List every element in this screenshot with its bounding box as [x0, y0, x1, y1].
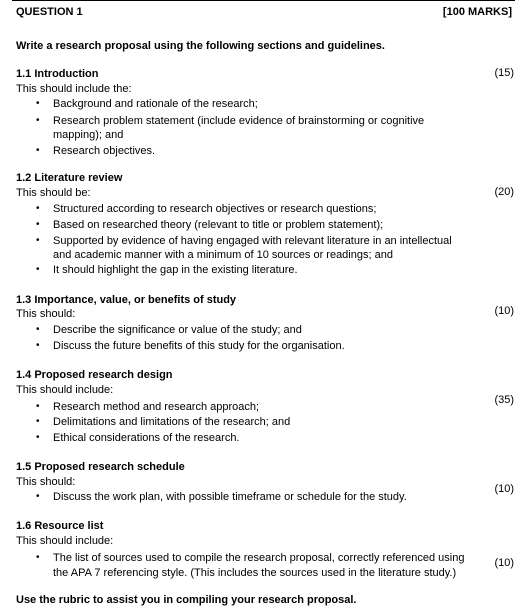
section-intro: This should include the: [16, 83, 132, 95]
section-intro: This should: [16, 308, 76, 320]
section-heading: 1.2 Literature review [16, 172, 123, 184]
bullet-icon: • [36, 432, 40, 443]
bullet-icon: • [36, 203, 40, 214]
bullet-icon: • [36, 98, 40, 109]
footer-note: Use the rubric to assist you in compiling your research proposal. [16, 594, 357, 606]
section-intro: This should include: [16, 535, 114, 547]
total-marks: [100 MARKS] [442, 6, 512, 18]
section-heading: 1.1 Introduction [16, 68, 99, 80]
bullet-text-continued: mapping); and [53, 129, 124, 141]
bullet-text: Structured according to research objectives or research questions; [53, 203, 377, 215]
bullet-text: Delimitations and limitations of the research; and [53, 416, 291, 428]
bullet-text: The list of sources used to compile the research proposal, correctly referenced using [53, 552, 465, 564]
section-heading: 1.6 Resource list [16, 520, 104, 532]
bullet-text: Discuss the work plan, with possible timeframe or schedule for the study. [53, 491, 407, 503]
section-heading: 1.3 Importance, value, or benefits of study [16, 294, 237, 306]
bullet-icon: • [36, 324, 40, 335]
bullet-text: Research method and research approach; [53, 401, 260, 413]
bullet-text: It should highlight the gap in the existing literature. [53, 264, 298, 276]
section-marks: (20) [494, 186, 514, 198]
section-marks: (35) [494, 394, 514, 406]
bullet-text: Discuss the future benefits of this study for the organisation. [53, 340, 345, 352]
bullet-text-continued: the APA 7 referencing style. (This includes the sources used in the literature study.) [53, 567, 457, 579]
bullet-text: Research objectives. [53, 145, 156, 157]
bullet-text: Ethical considerations of the research. [53, 432, 240, 444]
section-marks: (15) [494, 67, 514, 79]
bullet-icon: • [36, 145, 40, 156]
top-rule [12, 0, 515, 1]
section-marks: (10) [494, 557, 514, 569]
bullet-text: Research problem statement (include evidence of brainstorming or cognitive [53, 115, 425, 127]
bullet-text: Describe the significance or value of the study; and [53, 324, 302, 336]
section-heading: 1.5 Proposed research schedule [16, 461, 185, 473]
bullet-icon: • [36, 552, 40, 563]
bullet-icon: • [36, 491, 40, 502]
bullet-icon: • [36, 219, 40, 230]
bullet-icon: • [36, 264, 40, 275]
bullet-icon: • [36, 340, 40, 351]
bullet-text-continued: and academic manner with a minimum of 10 sources or readings; and [53, 249, 393, 261]
instruction-text: Write a research proposal using the following sections and guidelines. [16, 40, 385, 52]
bullet-text: Supported by evidence of having engaged with relevant literature in an intellectual [53, 235, 452, 247]
bullet-icon: • [36, 235, 40, 246]
bullet-icon: • [36, 401, 40, 412]
section-marks: (10) [494, 483, 514, 495]
section-intro: This should be: [16, 187, 91, 199]
section-intro: This should: [16, 476, 76, 488]
bullet-text: Based on researched theory (relevant to title or problem statement); [53, 219, 384, 231]
bullet-icon: • [36, 416, 40, 427]
bullet-text: Background and rationale of the research; [53, 98, 258, 110]
section-marks: (10) [494, 305, 514, 317]
question-title: QUESTION 1 [16, 6, 83, 18]
section-intro: This should include: [16, 384, 114, 396]
section-heading: 1.4 Proposed research design [16, 369, 173, 381]
bullet-icon: • [36, 115, 40, 126]
